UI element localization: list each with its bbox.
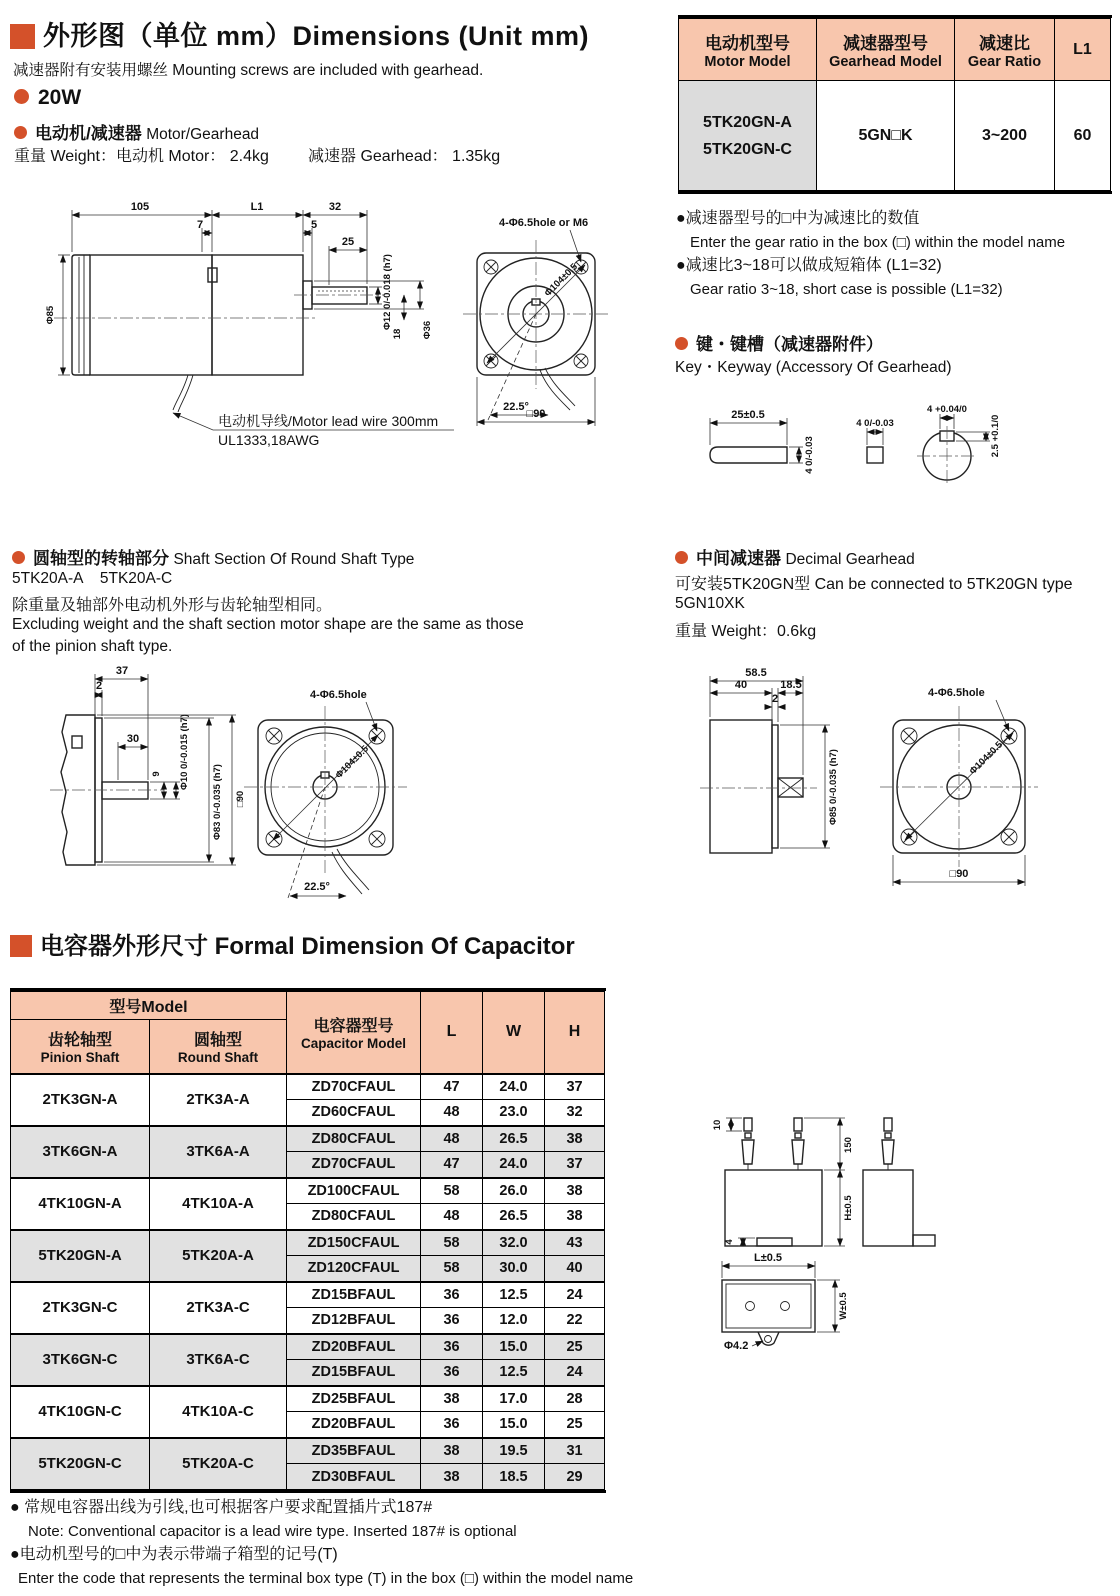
pinion-model-cell: 4TK10GN-A <box>11 1178 150 1230</box>
dim-label: 10 <box>712 1119 723 1131</box>
capacitor-model-cell: ZD15BFAUL <box>287 1282 421 1308</box>
motor-gearhead-zh: 电动机/减速器 <box>35 124 142 143</box>
motor-gearhead-en: Motor/Gearhead <box>146 126 260 143</box>
dimension-value-cell: 38 <box>545 1204 605 1230</box>
capacitor-pin <box>882 1118 894 1170</box>
capacitor-notes <box>10 1496 633 1590</box>
decimal-title-en: Decimal Gearhead <box>785 551 915 568</box>
capacitor-table-body <box>11 1074 605 1490</box>
dimension-value-cell: 12.5 <box>483 1282 545 1308</box>
motor-gearhead-row <box>14 119 259 144</box>
lead-wire-label: 电动机导线/Motor lead wire 300mm <box>218 413 439 429</box>
dimension-value-cell: 17.0 <box>483 1386 545 1412</box>
weight-gearhead: 减速器 Gearhead： 1.35kg <box>308 148 501 165</box>
dim-label: 9 <box>151 771 162 777</box>
col-w: W <box>483 992 545 1074</box>
dimension-value-cell: 25 <box>545 1334 605 1360</box>
gear-ratio-notes <box>676 207 1065 301</box>
pinion-model-cell: 4TK10GN-C <box>11 1386 150 1438</box>
round-model-cell: 4TK10A-A <box>150 1178 287 1230</box>
power-label: 20W <box>38 86 82 109</box>
dim-label: Φ104±0.5 <box>333 743 371 781</box>
decimal-gearhead-title <box>675 544 915 569</box>
round-shaft-title-en: Shaft Section Of Round Shaft Type <box>173 551 415 568</box>
capacitor-model-cell: ZD70CFAUL <box>287 1152 421 1178</box>
capacitor-pin <box>742 1118 754 1170</box>
decimal-weight: 重量 Weight：0.6kg <box>675 623 817 640</box>
decimal-model: 5GN10XK <box>675 595 745 612</box>
dim-label: Φ85 <box>45 305 56 325</box>
capacitor-header-row1 <box>11 992 605 1020</box>
key-title-zh: 键・键槽（减速器附件） <box>696 335 883 354</box>
capacitor-model-cell: ZD100CFAUL <box>287 1178 421 1204</box>
capacitor-model-cell: ZD80CFAUL <box>287 1126 421 1152</box>
dim-label: 18.5 <box>780 679 802 691</box>
dim-label: H±0.5 <box>843 1195 854 1221</box>
round-model-cell: 5TK20A-C <box>150 1438 287 1490</box>
dimension-value-cell: 36 <box>421 1360 483 1386</box>
pinion-model-cell: 5TK20GN-A <box>11 1230 150 1282</box>
dimension-value-cell: 38 <box>421 1438 483 1464</box>
round-model-cell: 2TK3A-A <box>150 1074 287 1126</box>
gear-ratio-cell: 3~200 <box>955 81 1055 191</box>
bullet-icon <box>12 551 25 564</box>
capacitor-row <box>11 1334 605 1360</box>
bullet-icon <box>14 89 29 104</box>
capacitor-model-cell: ZD20BFAUL <box>287 1334 421 1360</box>
round-shaft-desc-en1: Excluding weight and the shaft section motor shape are the same as those <box>12 616 524 633</box>
round-shaft-desc-en2: of the pinion shaft type. <box>12 638 173 655</box>
dimension-value-cell: 38 <box>545 1178 605 1204</box>
note-line: Enter the code that represents the terminal box type (T) in the box (□) within the model name <box>18 1570 634 1587</box>
round-shaft-title <box>12 544 414 569</box>
dimension-value-cell: 28 <box>545 1386 605 1412</box>
dimension-value-cell: 12.5 <box>483 1360 545 1386</box>
note-line: Note: Conventional capacitor is a lead wire type. Inserted 187# is optional <box>28 1523 517 1540</box>
capacitor-row <box>11 1282 605 1308</box>
dim-label: L1 <box>250 201 264 213</box>
col-round-shaft: 圆轴型 Round Shaft <box>150 1020 287 1074</box>
dim-label: 22.5° <box>503 401 529 413</box>
capacitor-title: 电容器外形尺寸 Formal Dimension Of Capacitor <box>40 933 575 960</box>
capacitor-model-cell: ZD150CFAUL <box>287 1230 421 1256</box>
dim-label: 25 <box>341 236 355 248</box>
dim-label: 37 <box>115 665 129 677</box>
bullet-icon <box>675 551 688 564</box>
col-pinion-shaft: 齿轮轴型 Pinion Shaft <box>11 1020 150 1074</box>
dimension-value-cell: 58 <box>421 1178 483 1204</box>
dimension-value-cell: 40 <box>545 1256 605 1282</box>
col-gearhead-model: 减速器型号 Gearhead Model <box>817 19 955 81</box>
dimension-value-cell: 15.0 <box>483 1334 545 1360</box>
note-line: ● 常规电容器出线为引线,也可根据客户要求配置插片式187# <box>10 1499 433 1516</box>
dimension-value-cell: 31 <box>545 1438 605 1464</box>
round-model-cell: 3TK6A-C <box>150 1334 287 1386</box>
dimension-value-cell: 43 <box>545 1230 605 1256</box>
dim-label: 4 0/-0.03 <box>856 418 894 429</box>
dimension-value-cell: 38 <box>421 1464 483 1490</box>
dim-label: Φ4.2 <box>724 1340 749 1352</box>
decimal-title-zh: 中间减速器 <box>696 549 781 568</box>
motor-dimension-drawing <box>22 182 667 482</box>
dim-label: 4-Φ6.5hole <box>928 687 985 699</box>
dimension-value-cell: 47 <box>421 1074 483 1100</box>
dimension-value-cell: 36 <box>421 1308 483 1334</box>
dim-label: L±0.5 <box>753 1252 783 1264</box>
dimension-value-cell: 23.0 <box>483 1100 545 1126</box>
dimension-value-cell: 24.0 <box>483 1152 545 1178</box>
dim-label: Φ104±0.5 <box>967 739 1005 777</box>
col-l: L <box>421 992 483 1074</box>
capacitor-model-cell: ZD120CFAUL <box>287 1256 421 1282</box>
dimension-value-cell: 22 <box>545 1308 605 1334</box>
capacitor-table <box>10 988 606 1493</box>
pinion-model-cell: 3TK6GN-C <box>11 1334 150 1386</box>
dimension-value-cell: 38 <box>421 1386 483 1412</box>
weight-motor: 重量 Weight：电动机 Motor： 2.4kg <box>14 148 269 165</box>
round-model-cell: 5TK20A-A <box>150 1230 287 1282</box>
capacitor-model-cell: ZD35BFAUL <box>287 1438 421 1464</box>
col-l1: L1 <box>1055 19 1111 81</box>
dim-label: 2 <box>771 693 779 705</box>
key-keyway-drawing <box>690 378 1110 528</box>
dim-label: 22.5° <box>304 881 330 893</box>
capacitor-row <box>11 1386 605 1412</box>
dimension-value-cell: 38 <box>545 1126 605 1152</box>
dimension-value-cell: 36 <box>421 1412 483 1438</box>
round-shaft-title-zh: 圆轴型的转轴部分 <box>33 549 169 568</box>
orange-square-icon <box>10 24 35 49</box>
dimension-value-cell: 58 <box>421 1230 483 1256</box>
dimension-value-cell: 48 <box>421 1126 483 1152</box>
round-model-cell: 2TK3A-C <box>150 1282 287 1334</box>
model-table-data-row <box>679 81 1111 191</box>
bullet-icon <box>14 126 27 139</box>
dimension-value-cell: 19.5 <box>483 1438 545 1464</box>
note-line: ●电动机型号的□中为表示带端子箱型的记号(T) <box>10 1546 338 1563</box>
orange-square-icon <box>10 935 32 957</box>
dimension-value-cell: 37 <box>545 1152 605 1178</box>
round-shaft-drawing <box>22 652 662 910</box>
dimension-value-cell: 47 <box>421 1152 483 1178</box>
dim-label: 4-Φ6.5hole <box>310 689 367 701</box>
l1-cell: 60 <box>1055 81 1111 191</box>
dim-label: □90 <box>526 408 546 420</box>
dim-label: 4 <box>724 1239 735 1245</box>
dimension-value-cell: 15.0 <box>483 1412 545 1438</box>
dim-label: 4-Φ6.5hole or M6 <box>499 217 589 229</box>
dim-label: 2 <box>95 680 103 692</box>
key-title-en: Key・Keyway (Accessory Of Gearhead) <box>675 359 952 376</box>
power-bullet-row <box>14 86 81 110</box>
motor-model-table <box>678 15 1112 194</box>
round-shaft-desc-zh: 除重量及轴部外电动机外形与齿轮轴型相同。 <box>12 597 333 614</box>
capacitor-model-cell: ZD30BFAUL <box>287 1464 421 1490</box>
dim-label: Φ36 <box>422 320 433 340</box>
dimension-value-cell: 24.0 <box>483 1074 545 1100</box>
key-section-title <box>675 330 883 355</box>
capacitor-dimension-drawing <box>662 1085 1062 1390</box>
dim-label: 32 <box>328 201 342 213</box>
dimension-value-cell: 32 <box>545 1100 605 1126</box>
dimension-value-cell: 48 <box>421 1204 483 1230</box>
dim-label: 58.5 <box>745 667 767 679</box>
capacitor-model-cell: ZD25BFAUL <box>287 1386 421 1412</box>
dimension-value-cell: 18.5 <box>483 1464 545 1490</box>
dimension-value-cell: 12.0 <box>483 1308 545 1334</box>
capacitor-model-cell: ZD15BFAUL <box>287 1360 421 1386</box>
note-line: Enter the gear ratio in the box (□) within the model name <box>690 234 1066 251</box>
capacitor-model-cell: ZD80CFAUL <box>287 1204 421 1230</box>
dim-label: 30 <box>126 733 140 745</box>
dim-label: 4 +0.04/0 <box>927 404 967 415</box>
dimension-value-cell: 37 <box>545 1074 605 1100</box>
motor-model-cell: 5TK20GN-A 5TK20GN-C <box>679 81 817 191</box>
dimension-value-cell: 30.0 <box>483 1256 545 1282</box>
col-model-group: 型号Model <box>11 992 287 1020</box>
model-table-header-row <box>679 19 1111 81</box>
dim-label: 5 <box>310 219 318 231</box>
dim-label: □90 <box>949 868 969 880</box>
capacitor-row <box>11 1230 605 1256</box>
capacitor-model-cell: ZD12BFAUL <box>287 1308 421 1334</box>
dimension-value-cell: 26.0 <box>483 1178 545 1204</box>
dimension-value-cell: 36 <box>421 1282 483 1308</box>
pinion-model-cell: 2TK3GN-A <box>11 1074 150 1126</box>
dim-label: W±0.5 <box>838 1292 849 1320</box>
dimension-value-cell: 26.5 <box>483 1204 545 1230</box>
dim-label: 25±0.5 <box>731 409 765 421</box>
dim-label: Φ83 0/-0.035 (h7) <box>212 764 223 840</box>
dim-label: 105 <box>130 201 150 213</box>
lead-wire-spec: UL1333,18AWG <box>218 432 320 448</box>
dim-label: Φ10 0/-0.015 (h7) <box>179 714 190 790</box>
col-h: H <box>545 992 605 1074</box>
dim-label: □90 <box>235 790 246 808</box>
dim-label: 4 0/-0.03 <box>804 436 815 474</box>
capacitor-pin <box>792 1118 804 1170</box>
capacitor-section-title <box>10 926 575 961</box>
pinion-model-cell: 5TK20GN-C <box>11 1438 150 1490</box>
round-model-cell: 3TK6A-A <box>150 1126 287 1178</box>
dimensions-subtitle: 减速器附有安装用螺丝 Mounting screws are included with gearhead. <box>13 62 484 79</box>
capacitor-model-cell: ZD70CFAUL <box>287 1074 421 1100</box>
round-model-cell: 4TK10A-C <box>150 1386 287 1438</box>
col-gear-ratio: 减速比 Gear Ratio <box>955 19 1055 81</box>
dimension-value-cell: 24 <box>545 1282 605 1308</box>
bullet-icon <box>675 337 688 350</box>
section-title-dimensions <box>10 14 589 53</box>
dim-label: Φ12 0/-0.018 (h7) <box>382 254 393 330</box>
page-title: 外形图（单位 mm）Dimensions (Unit mm) <box>43 21 590 51</box>
note-line: ●减速器型号的□中为减速比的数值 <box>676 210 920 227</box>
dimension-value-cell: 24 <box>545 1360 605 1386</box>
capacitor-row <box>11 1178 605 1204</box>
capacitor-row <box>11 1438 605 1464</box>
col-motor-model: 电动机型号 Motor Model <box>679 19 817 81</box>
dimension-value-cell: 48 <box>421 1100 483 1126</box>
pinion-model-cell: 2TK3GN-C <box>11 1282 150 1334</box>
dim-label: 150 <box>843 1137 854 1153</box>
note-line: ●减速比3~18可以做成短箱体 (L1=32) <box>676 257 942 274</box>
dimension-value-cell: 36 <box>421 1334 483 1360</box>
dim-label: 18 <box>392 328 403 340</box>
round-shaft-models: 5TK20A-A 5TK20A-C <box>12 570 173 587</box>
dimension-value-cell: 25 <box>545 1412 605 1438</box>
capacitor-model-cell: ZD20BFAUL <box>287 1412 421 1438</box>
dimension-value-cell: 26.5 <box>483 1126 545 1152</box>
dimension-value-cell: 58 <box>421 1256 483 1282</box>
dim-label: Φ85 0/-0.035 (h7) <box>828 749 839 825</box>
dimension-value-cell: 32.0 <box>483 1230 545 1256</box>
dim-label: 40 <box>734 679 748 691</box>
gearhead-model-cell: 5GN□K <box>817 81 955 191</box>
dim-label: 7 <box>196 219 204 231</box>
capacitor-model-cell: ZD60CFAUL <box>287 1100 421 1126</box>
dim-label: Φ104±0.5 <box>542 261 580 299</box>
pinion-model-cell: 3TK6GN-A <box>11 1126 150 1178</box>
note-line: Gear ratio 3~18, short case is possible (L1=32) <box>690 281 1003 298</box>
dim-label: 2.5 +0.1/0 <box>990 414 1001 458</box>
decimal-desc: 可安装5TK20GN型 Can be connected to 5TK20GN type <box>675 576 1073 593</box>
capacitor-row <box>11 1074 605 1100</box>
capacitor-row <box>11 1126 605 1152</box>
dimension-value-cell: 29 <box>545 1464 605 1490</box>
col-capacitor-model: 电容器型号 Capacitor Model <box>287 992 421 1074</box>
decimal-gearhead-drawing <box>672 652 1118 908</box>
